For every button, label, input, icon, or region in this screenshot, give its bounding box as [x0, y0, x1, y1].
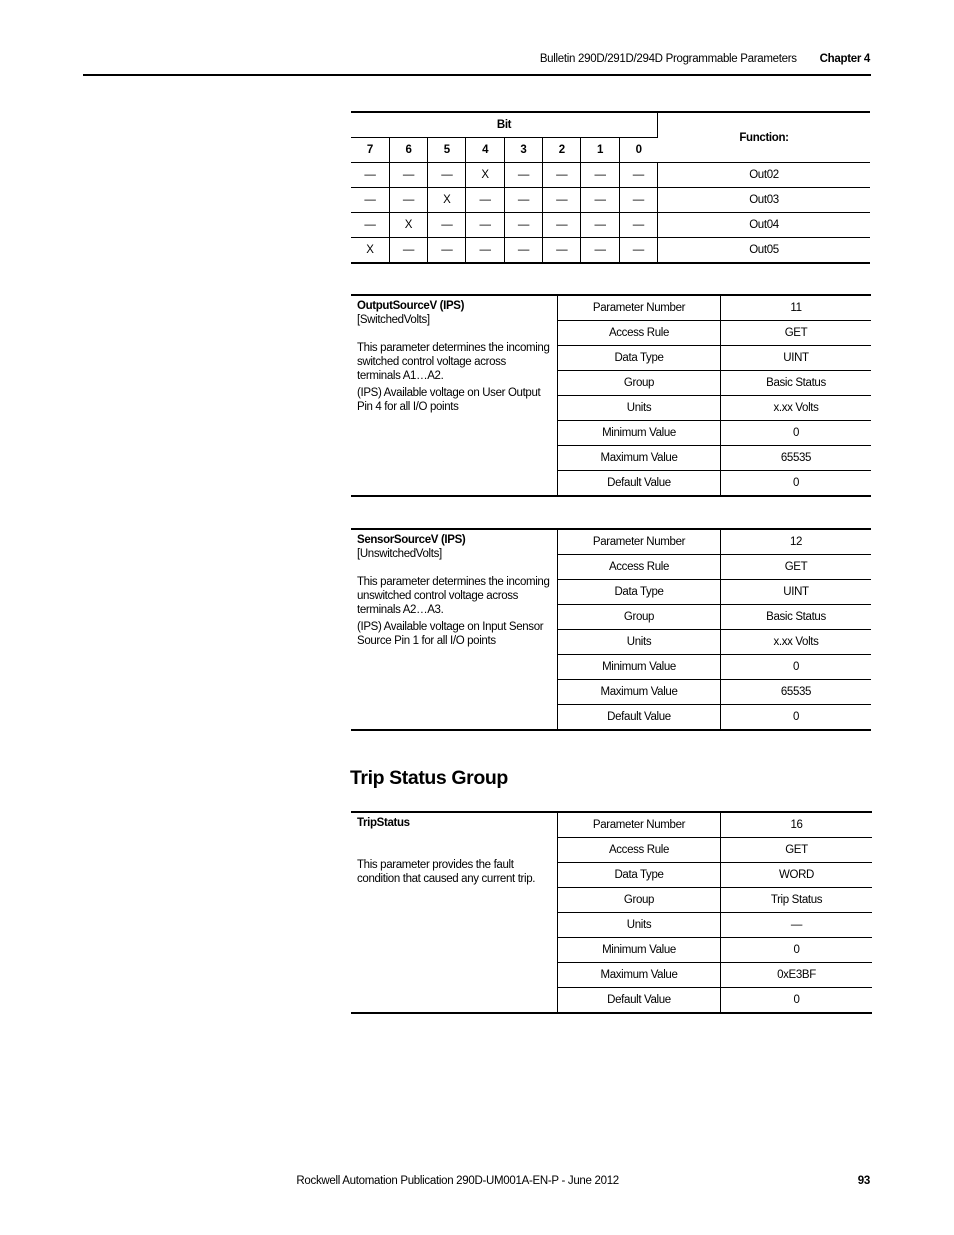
param-name: TripStatus — [357, 817, 410, 829]
chapter-label: Chapter 4 — [819, 53, 870, 65]
param-value: 0 — [721, 938, 873, 963]
param-label: Default Value — [558, 471, 721, 497]
bit-header: Bit — [351, 112, 658, 138]
param-label: Parameter Number — [558, 812, 721, 838]
param-row — [351, 295, 871, 321]
bit-cell: X — [466, 163, 504, 188]
param-label: Parameter Number — [558, 295, 721, 321]
param-value: 0 — [793, 994, 800, 1006]
param-alias: [UnswitchedVolts] — [357, 548, 442, 560]
param-label: Access Rule — [558, 555, 721, 580]
param-label: Units — [558, 630, 721, 655]
param-value: Trip Status — [721, 888, 873, 913]
param-value: GET — [721, 838, 873, 863]
param-description-cell — [351, 529, 558, 730]
param-value: 0xE3BF — [721, 963, 873, 988]
bit-cell: — — [351, 163, 389, 188]
param-label: Minimum Value — [558, 655, 721, 680]
bit-cell: — — [619, 213, 657, 238]
bit-number-4: 4 — [466, 138, 504, 163]
param-value: 0 — [721, 421, 872, 446]
bit-cell: — — [428, 213, 466, 238]
param-value: GET — [721, 555, 872, 580]
page-footer — [0, 1175, 870, 1191]
param-value: 11 — [721, 295, 872, 321]
bit-table-body — [351, 112, 870, 263]
bit-cell: — — [351, 188, 389, 213]
param-label: Group — [558, 605, 721, 630]
bit-cell: X — [389, 213, 427, 238]
param-value: WORD — [721, 863, 873, 888]
param-description-text: (IPS) Available voltage on User Output Pin 4 for all I/O points — [357, 387, 541, 413]
param-label: Group — [558, 371, 721, 396]
function-header: Function: — [658, 112, 871, 163]
param-description-text: This parameter determines the incoming switched control voltage across terminals A1…A2. — [357, 342, 550, 382]
param-label: Maximum Value — [558, 963, 721, 988]
param-value: x.xx Volts — [721, 396, 872, 421]
bit-cell: — — [581, 188, 619, 213]
param-description-cell — [351, 295, 558, 496]
header-rule — [83, 74, 871, 76]
param-description-cell — [351, 812, 558, 1013]
bit-number-0: 0 — [619, 138, 657, 163]
param-label: Data Type — [558, 346, 721, 371]
function-cell: Out05 — [749, 244, 779, 256]
param-value: 0 — [792, 477, 800, 489]
param-label: Access Rule — [558, 838, 721, 863]
bit-cell: — — [466, 238, 504, 264]
bit-row — [351, 163, 870, 188]
function-cell: Out02 — [658, 163, 871, 188]
param-value: x.xx Volts — [721, 630, 872, 655]
param-label: Access Rule — [558, 321, 721, 346]
param-value: GET — [721, 321, 872, 346]
bit-number-3: 3 — [504, 138, 542, 163]
param-label: Minimum Value — [558, 938, 721, 963]
bit-cell: — — [581, 213, 619, 238]
bit-cell: — — [504, 163, 542, 188]
param-label: Minimum Value — [558, 421, 721, 446]
page-number: 93 — [857, 1175, 870, 1187]
bit-number-7: 7 — [351, 138, 389, 163]
bit-cell: — — [504, 188, 542, 213]
bit-cell: — — [466, 213, 504, 238]
param-table-body — [351, 295, 871, 496]
param-label: Data Type — [558, 863, 721, 888]
param-description-text: This parameter determines the incoming unswitched control voltage across terminals A2…A3. — [357, 576, 550, 616]
bit-cell: — — [581, 163, 619, 188]
bit-cell: — — [389, 188, 427, 213]
param-value: UINT — [721, 580, 872, 605]
param-row — [351, 529, 871, 555]
spacer — [357, 830, 551, 844]
param-value: 65535 — [721, 446, 872, 471]
param-label: Units — [558, 396, 721, 421]
bit-cell: — — [619, 238, 657, 264]
param-value: 65535 — [721, 680, 872, 705]
param-label: Default Value — [558, 705, 721, 731]
bit-number-6: 6 — [389, 138, 427, 163]
section-title: Trip Status Group — [350, 767, 508, 789]
param-value: Basic Status — [721, 605, 872, 630]
bit-cell: — — [428, 238, 466, 264]
param-name: OutputSourceV (IPS) — [357, 300, 465, 312]
param-value: — — [721, 913, 873, 938]
bit-cell: — — [466, 188, 504, 213]
bit-cell: — — [389, 238, 427, 264]
param-description-text: This parameter provides the fault condition that caused any current trip. — [357, 859, 536, 885]
param-label: Units — [558, 913, 721, 938]
bit-number-2: 2 — [543, 138, 581, 163]
bit-row — [351, 213, 870, 238]
page-header — [0, 53, 870, 69]
bit-number-5: 5 — [428, 138, 466, 163]
bit-cell: — — [543, 188, 581, 213]
param-row — [351, 812, 872, 838]
bit-cell: — — [619, 163, 657, 188]
bit-function-table — [351, 111, 870, 264]
param-value: 0 — [792, 711, 800, 723]
param-table-body — [351, 812, 872, 1013]
param-table-tripstatus — [351, 811, 872, 1014]
running-header-title: Bulletin 290D/291D/294D Programmable Parameters — [539, 53, 797, 65]
function-cell: Out03 — [658, 188, 871, 213]
bit-cell: — — [581, 238, 619, 264]
bit-row — [351, 238, 870, 264]
param-label: Parameter Number — [558, 529, 721, 555]
bit-number-1: 1 — [581, 138, 619, 163]
bit-row — [351, 188, 870, 213]
bit-cell: — — [543, 213, 581, 238]
param-label: Maximum Value — [558, 446, 721, 471]
bit-cell: — — [504, 213, 542, 238]
param-label: Maximum Value — [558, 680, 721, 705]
param-table-outputsourcev — [351, 294, 871, 497]
param-label: Data Type — [558, 580, 721, 605]
param-value: 0 — [721, 655, 872, 680]
bit-cell: — — [389, 163, 427, 188]
param-alias: [SwitchedVolts] — [357, 314, 430, 326]
param-table-sensorsourcev — [351, 528, 871, 731]
param-label: Group — [558, 888, 721, 913]
bit-cell: — — [543, 163, 581, 188]
param-value: 16 — [721, 812, 873, 838]
function-cell: Out04 — [658, 213, 871, 238]
param-value: Basic Status — [721, 371, 872, 396]
bit-cell: — — [619, 188, 657, 213]
bit-cell: — — [351, 213, 389, 238]
param-value: UINT — [721, 346, 872, 371]
param-description-text: (IPS) Available voltage on Input Sensor Source Pin 1 for all I/O points — [357, 621, 544, 647]
param-table-body — [351, 529, 871, 730]
bit-header-row — [351, 112, 870, 138]
bit-cell: — — [543, 238, 581, 264]
param-value: 12 — [721, 529, 872, 555]
bit-cell: X — [351, 238, 389, 264]
bit-cell: — — [504, 238, 542, 264]
param-name: SensorSourceV (IPS) — [357, 534, 466, 546]
bit-cell: — — [428, 163, 466, 188]
param-label: Default Value — [558, 988, 721, 1014]
publication-reference: Rockwell Automation Publication 290D-UM001A-EN-P - June 2012 — [296, 1175, 619, 1187]
bit-cell: X — [428, 188, 466, 213]
